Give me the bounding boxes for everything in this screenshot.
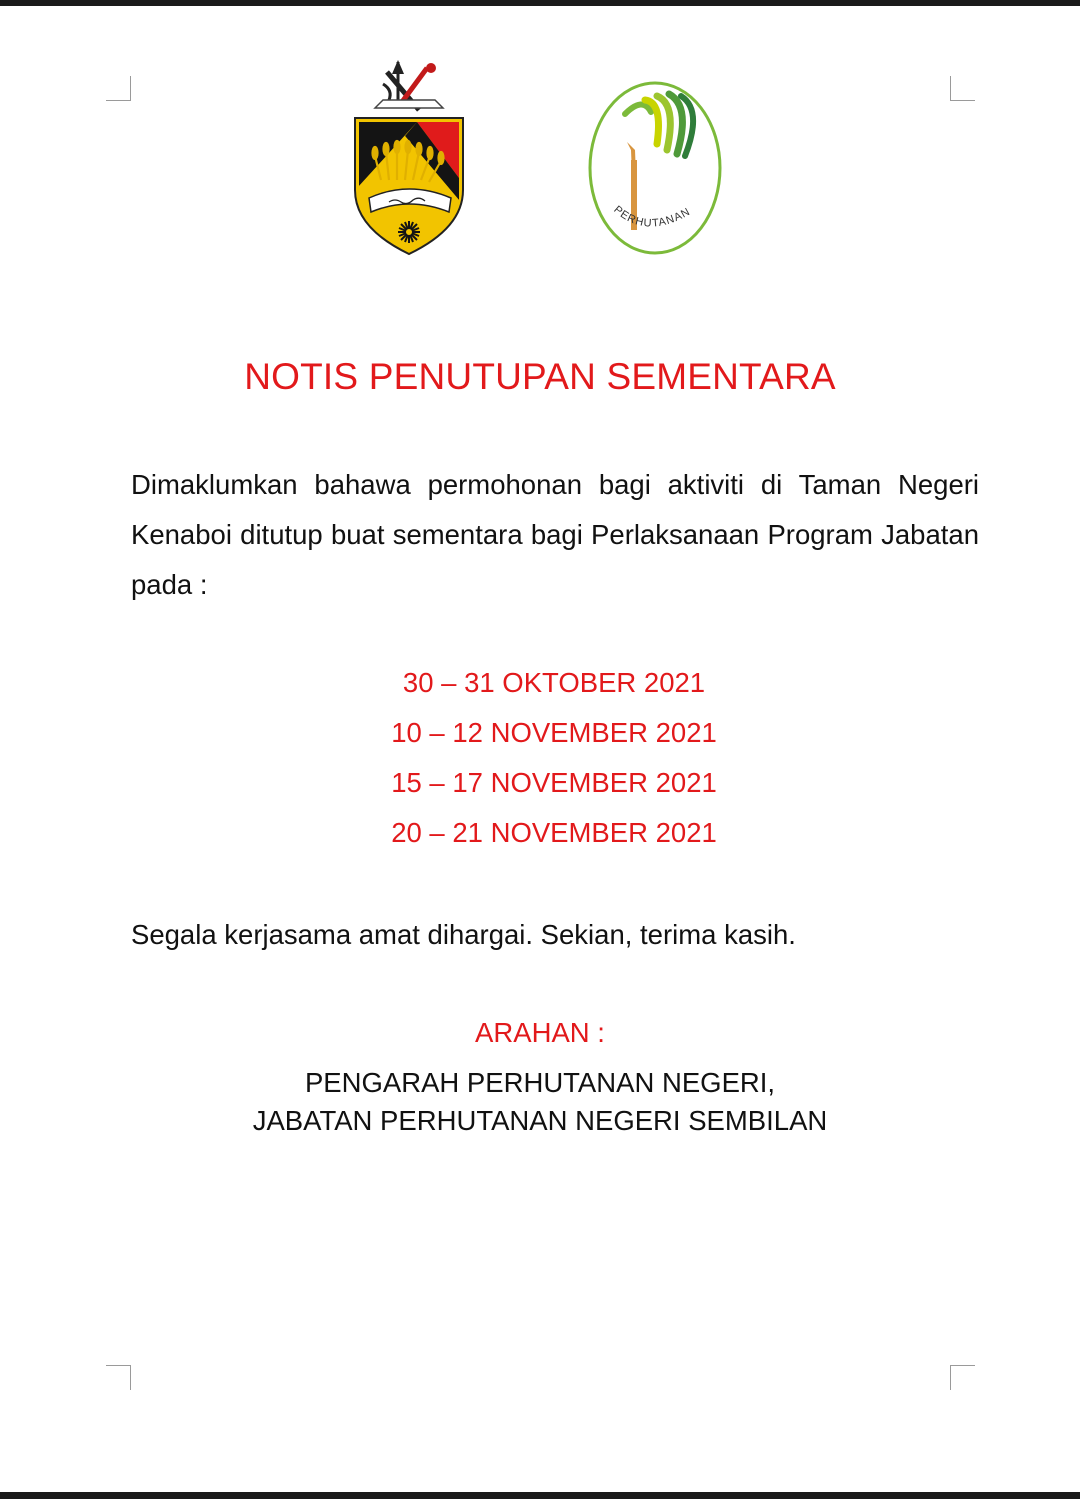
negeri-sembilan-crest-logo (353, 60, 465, 256)
notice-title: NOTIS PENUTUPAN SEMENTARA (244, 356, 836, 397)
perhutanan-logo-text: PERHUTANAN (611, 203, 693, 230)
perhutanan-logo (587, 80, 723, 256)
closure-date: 15 – 17 NOVEMBER 2021 (391, 767, 717, 798)
page-corner-mark-bottom-left (106, 1365, 131, 1390)
signatory-block (0, 1064, 1080, 1140)
notice-body: Dimaklumkan bahawa permohonan bagi aktiviti di Taman Negeri Kenaboi ditutup buat sementara bagi Perlaksanaan Program Jabatan pada : (131, 469, 979, 600)
screen-bottom-edge (0, 1492, 1080, 1499)
directive-label: ARAHAN : (475, 1017, 605, 1048)
signatory-department: JABATAN PERHUTANAN NEGERI SEMBILAN (252, 1105, 828, 1136)
closure-dates-list (0, 658, 1080, 858)
page-corner-mark-bottom-right (950, 1365, 975, 1390)
page-corner-mark-top-right (950, 76, 975, 101)
signatory-title: PENGARAH PERHUTANAN NEGERI, (304, 1067, 776, 1098)
closure-date: 30 – 31 OKTOBER 2021 (402, 667, 706, 698)
page-corner-mark-top-left (106, 76, 131, 101)
closure-date: 20 – 21 NOVEMBER 2021 (391, 817, 717, 848)
screen-top-edge (0, 0, 1080, 6)
closure-date: 10 – 12 NOVEMBER 2021 (391, 717, 717, 748)
closing-remark: Segala kerjasama amat dihargai. Sekian, terima kasih. (131, 919, 796, 950)
